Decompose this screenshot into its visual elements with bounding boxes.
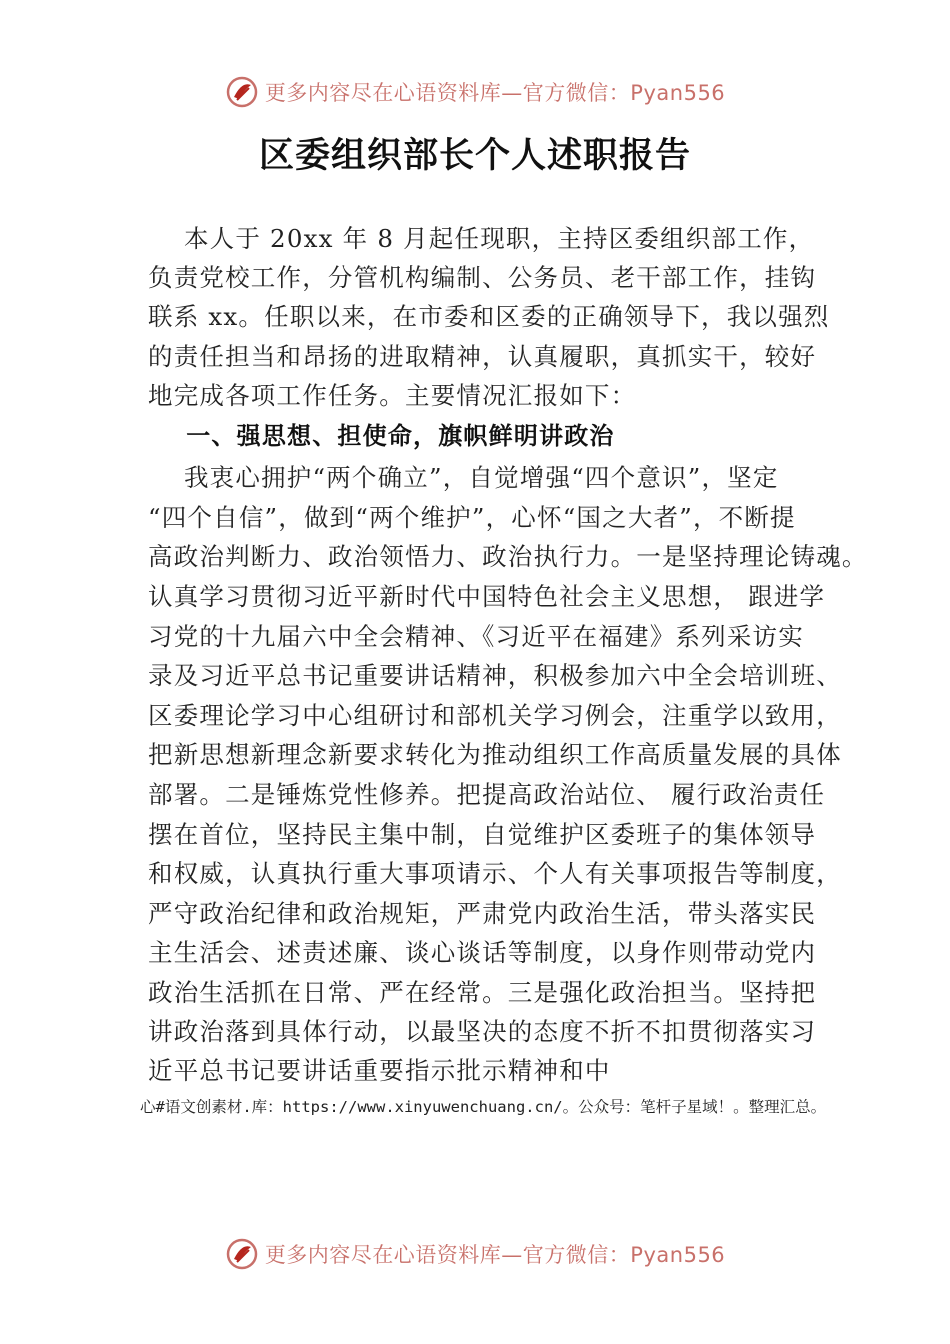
body-line: 严守政治纪律和政治规矩，严肃党内政治生活，带头落实民	[148, 899, 817, 928]
watermark-banner-top	[0, 70, 950, 114]
watermark-text: 更多内容尽在心语资料库—官方微信：Pyan556	[264, 1243, 726, 1267]
body-line: 习党的十九届六中全会精神、《习近平在福建》系列采访实	[148, 622, 804, 651]
body-line: 录及习近平总书记重要讲话精神，积极参加六中全会培训班、	[148, 661, 842, 690]
body-line: 讲政治落到具体行动，以最坚决的态度不折不扣贯彻落实习	[148, 1017, 817, 1046]
body-line: 本人于 20xx 年 8 月起任现职，主持区委组织部工作，	[148, 224, 815, 253]
body-line: 政治生活抓在日常、严在经常。三是强化政治担当。坚持把	[148, 978, 817, 1007]
footer-source-note: 心#语文创素材.库：https://www.xinyuwenchuang.cn/。公众号：笔杆子星域！。整理汇总。	[140, 1098, 827, 1116]
body-line: 的责任担当和昂扬的进取精神，认真履职，真抓实干，较好	[148, 342, 817, 371]
logo-icon	[225, 75, 259, 109]
body-line: 主生活会、述责述廉、谈心谈话等制度，以身作则带动党内	[148, 938, 817, 967]
watermark-banner-bottom	[0, 1232, 950, 1276]
body-line: 联系 xx。任职以来，在市委和区委的正确领导下，我以强烈	[148, 302, 830, 331]
body-line: 把新思想新理念新要求转化为推动组织工作高质量发展的具体	[148, 740, 842, 769]
body-line: “四个自信”，做到“两个维护”，心怀“国之大者”，不断提	[148, 503, 796, 532]
body-line: 负责党校工作，分管机构编制、公务员、老干部工作，挂钩	[148, 263, 817, 292]
body-line: 和权威，认真执行重大事项请示、个人有关事项报告等制度，	[148, 859, 842, 888]
body-line: 地完成各项工作任务。主要情况汇报如下：	[148, 381, 637, 410]
body-line: 区委理论学习中心组研讨和部机关学习例会，注重学以致用，	[148, 701, 842, 730]
logo-icon	[225, 1237, 259, 1271]
section-heading: 一、强思想、担使命，旗帜鲜明讲政治	[148, 422, 615, 450]
body-line: 摆在首位，坚持民主集中制，自觉维护区委班子的集体领导	[148, 820, 817, 849]
body-line: 认真学习贯彻习近平新时代中国特色社会主义思想， 跟进学	[148, 582, 826, 611]
body-line: 我衷心拥护“两个确立”，自觉增强“四个意识”，坚定	[148, 463, 779, 492]
body-line: 近平总书记要讲话重要指示批示精神和中	[148, 1056, 611, 1085]
body-line: 高政治判断力、政治领悟力、政治执行力。一是坚持理论铸魂。	[148, 542, 868, 571]
body-line: 部署。二是锤炼党性修养。把提高政治站位、 履行政治责任	[148, 780, 826, 809]
watermark-text: 更多内容尽在心语资料库—官方微信：Pyan556	[264, 81, 726, 105]
document-title: 区委组织部长个人述职报告	[258, 136, 691, 176]
